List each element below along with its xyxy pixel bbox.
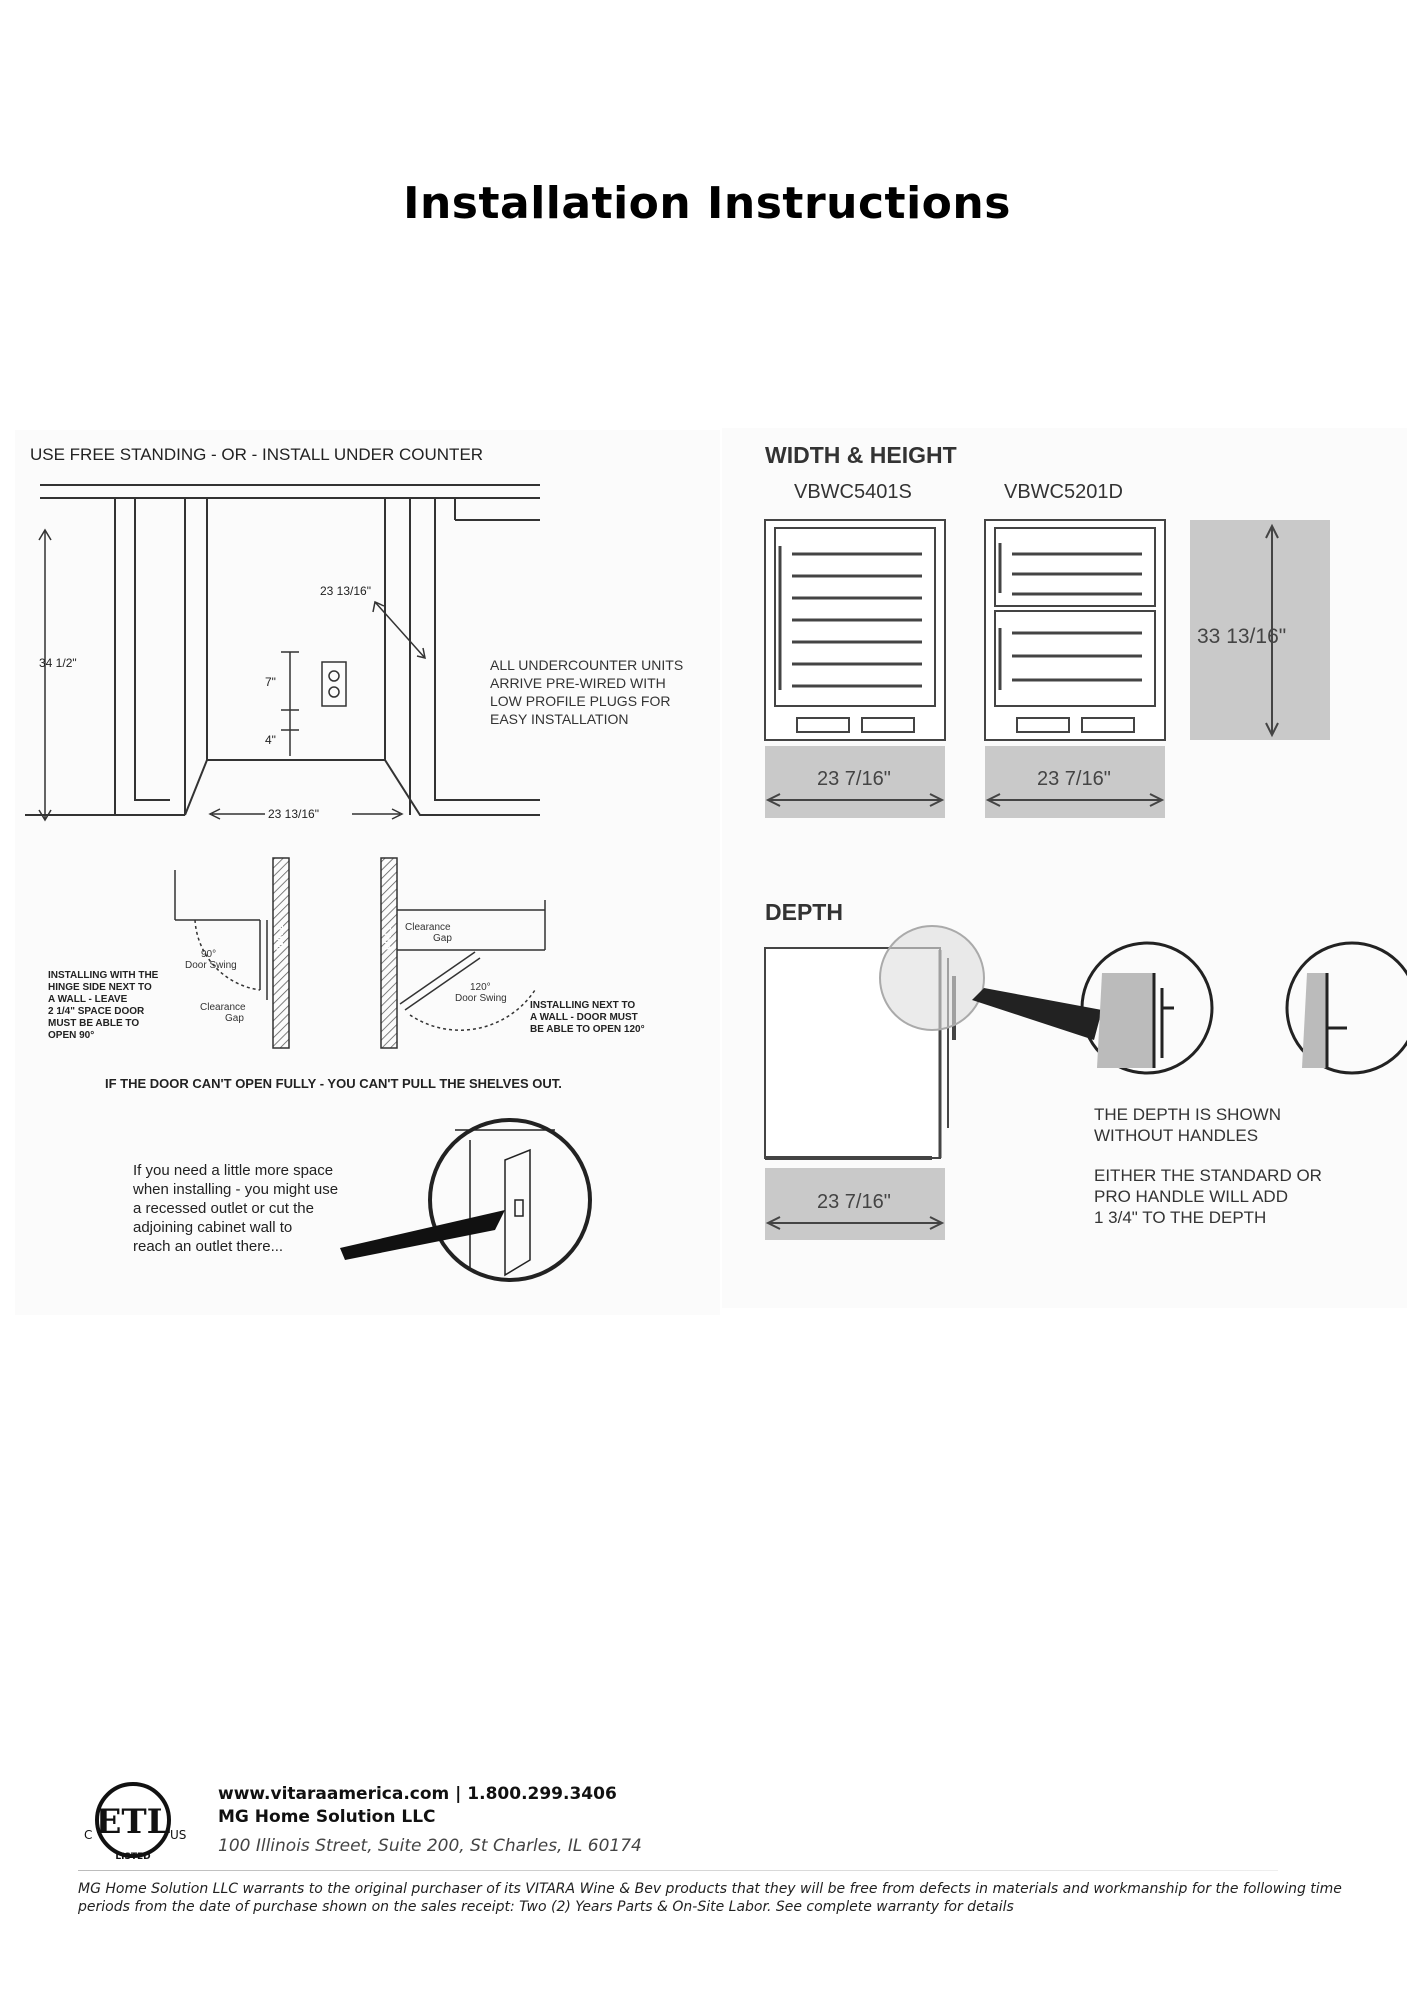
depth-note-1-line1: THE DEPTH IS SHOWN xyxy=(1094,1105,1282,1124)
page-title: Installation Instructions xyxy=(403,178,1011,229)
svg-text:ETL: ETL xyxy=(95,1802,171,1842)
dim-outlet-bottom-label: 4" xyxy=(265,733,276,747)
svg-text:If you need a little more spac: If you need a little more space xyxy=(133,1162,334,1179)
svg-text:HINGE SIDE NEXT TO: HINGE SIDE NEXT TO xyxy=(48,982,152,993)
svg-text:INSTALLING WITH THE: INSTALLING WITH THE xyxy=(48,970,159,981)
company-name: MG Home Solution LLC xyxy=(218,1807,436,1827)
install-heading: USE FREE STANDING - OR - INSTALL UNDER COUNTER xyxy=(30,445,484,464)
svg-text:Gap: Gap xyxy=(225,1013,244,1024)
model-a-label: VBWC5401S xyxy=(794,481,912,503)
warranty-text: MG Home Solution LLC warrants to the original purchaser of its VITARA Wine & Bev products that they will be free from defects in materials and workmanship for the following time periods from the date of purchase shown on the sales receipt: Two (2) Years Parts & On-Site Labor. See complete warranty for details xyxy=(78,1881,1342,1915)
wall-label-a: WALL xyxy=(275,924,285,950)
dimensions-diagram xyxy=(722,428,1407,1308)
svg-text:Clearance: Clearance xyxy=(405,922,451,933)
svg-text:Door Swing: Door Swing xyxy=(455,993,507,1004)
company-address: 100 Illinois Street, Suite 200, St Charles, IL 60174 xyxy=(218,1836,642,1856)
depth-note-2-line2: PRO HANDLE WILL ADD xyxy=(1094,1187,1288,1206)
depth-note-1-line2: WITHOUT HANDLES xyxy=(1094,1126,1259,1145)
model-b-label: VBWC5201D xyxy=(1004,481,1123,503)
depth-note-2-line1: EITHER THE STANDARD OR xyxy=(1094,1166,1322,1185)
width-a-label: 23 7/16" xyxy=(817,768,891,790)
svg-text:US: US xyxy=(170,1828,187,1842)
svg-text:ARRIVE PRE-WIRED WITH: ARRIVE PRE-WIRED WITH xyxy=(490,675,666,691)
svg-text:Door Swing: Door Swing xyxy=(185,960,237,971)
footer-contact xyxy=(218,1783,642,1858)
contact-line[interactable]: www.vitaraamerica.com | 1.800.299.3406 xyxy=(218,1784,617,1804)
width-b-label: 23 7/16" xyxy=(1037,768,1111,790)
svg-text:C: C xyxy=(84,1828,93,1842)
wall-label-b: WALL xyxy=(383,924,393,950)
dim-outlet-top-label: 7" xyxy=(265,675,276,689)
svg-text:90°: 90° xyxy=(201,949,217,960)
dim-width-label: 23 13/16" xyxy=(268,807,319,821)
etl-listed-logo xyxy=(78,1775,190,1865)
svg-text:when installing - you might us: when installing - you might use xyxy=(133,1181,339,1198)
svg-text:LOW PROFILE PLUGS FOR: LOW PROFILE PLUGS FOR xyxy=(490,693,671,709)
svg-text:INSTALLING NEXT TO: INSTALLING NEXT TO xyxy=(530,1000,636,1011)
unit-vbwc5401s-illustration xyxy=(765,520,945,740)
wall-note xyxy=(530,1000,645,1035)
svg-text:2 1/4" SPACE DOOR: 2 1/4" SPACE DOOR xyxy=(48,1006,145,1017)
svg-text:a recessed outlet or cut the: a recessed outlet or cut the xyxy=(133,1200,314,1217)
svg-text:A WALL - LEAVE: A WALL - LEAVE xyxy=(48,994,128,1005)
under-counter-install-diagram xyxy=(15,430,720,1315)
svg-text:A WALL - DOOR MUST: A WALL - DOOR MUST xyxy=(530,1012,638,1023)
zoom-circle xyxy=(880,926,984,1030)
svg-text:120°: 120° xyxy=(470,982,491,993)
depth-note-2-line3: 1 3/4" TO THE DEPTH xyxy=(1094,1208,1267,1227)
unit-vbwc5201d-illustration xyxy=(985,520,1165,740)
depth-value-label: 23 7/16" xyxy=(817,1191,891,1213)
svg-text:BE ABLE TO OPEN 120°: BE ABLE TO OPEN 120° xyxy=(530,1024,645,1035)
svg-text:LISTED: LISTED xyxy=(115,1852,151,1862)
width-height-heading: WIDTH & HEIGHT xyxy=(765,442,957,468)
svg-text:reach an outlet there...: reach an outlet there... xyxy=(133,1238,284,1255)
svg-text:OPEN 90°: OPEN 90° xyxy=(48,1030,95,1041)
height-label: 33 13/16" xyxy=(1197,625,1287,648)
svg-text:ALL UNDERCOUNTER UNITS: ALL UNDERCOUNTER UNITS xyxy=(490,657,684,673)
shelves-warning: IF THE DOOR CAN'T OPEN FULLY - YOU CAN'T PULL THE SHELVES OUT. xyxy=(105,1076,562,1091)
dim-diagonal-label: 23 13/16" xyxy=(320,584,371,598)
svg-text:MUST BE ABLE TO: MUST BE ABLE TO xyxy=(48,1018,140,1029)
svg-text:EASY INSTALLATION: EASY INSTALLATION xyxy=(490,711,629,727)
depth-heading: DEPTH xyxy=(765,899,843,925)
svg-text:Clearance: Clearance xyxy=(200,1002,246,1013)
svg-text:Gap: Gap xyxy=(433,933,452,944)
svg-text:adjoining cabinet wall to: adjoining cabinet wall to xyxy=(133,1219,293,1236)
dim-height-label: 34 1/2" xyxy=(39,656,77,670)
footer-divider xyxy=(78,1870,1278,1871)
